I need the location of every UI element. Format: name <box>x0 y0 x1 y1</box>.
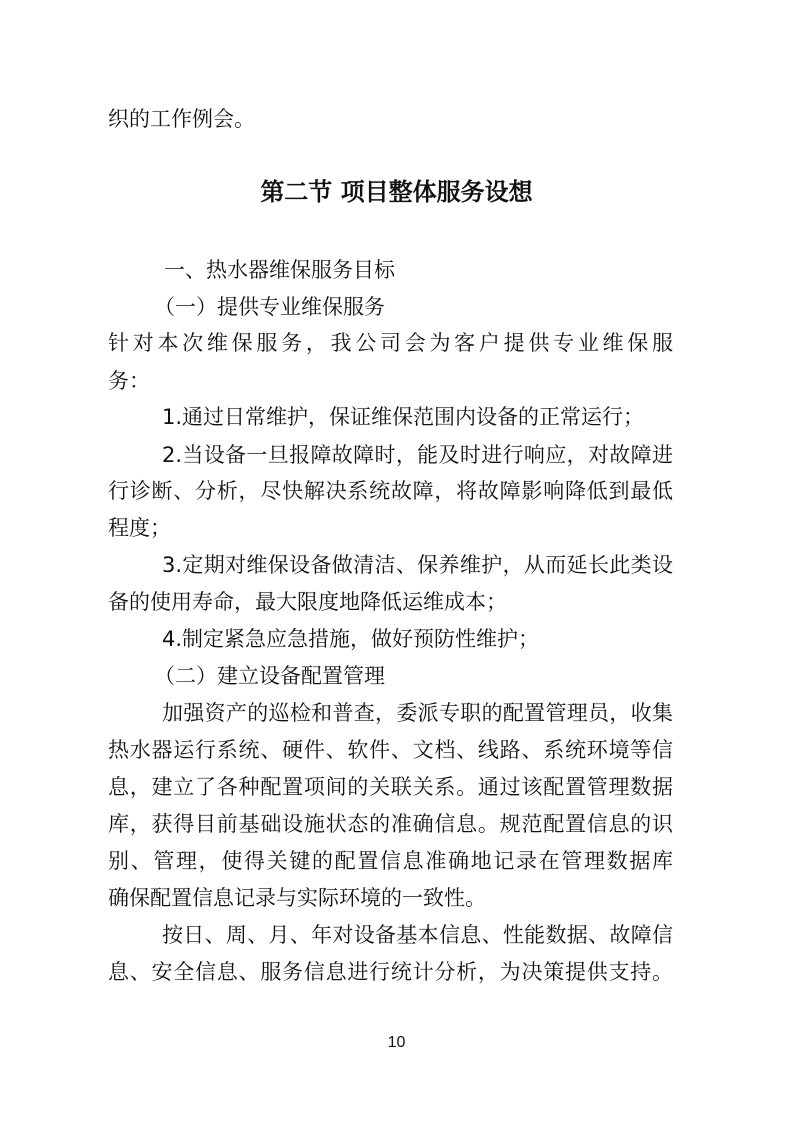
para2-line2: 热水器运行系统、硬件、软件、文档、线路、系统环境等信 <box>108 738 673 762</box>
item3-line2: 备的使用寿命，最大限度地降低运维成本； <box>108 590 507 614</box>
para2-line4: 库，获得目前基础设施状态的准确信息。规范配置信息的识 <box>108 812 673 836</box>
para1-line2: 务： <box>108 369 150 393</box>
item2-line2: 行诊断、分析，尽快解决系统故障，将故障影响降低到最低 <box>108 479 673 503</box>
subheading-2: （二）建立设备配置管理 <box>154 664 385 688</box>
item2-line3: 程度； <box>108 516 171 540</box>
page-number: 10 <box>387 1034 406 1051</box>
para2-line5: 别、管理，使得关键的配置信息准确地记录在管理数据库 <box>108 849 673 873</box>
para3-line1: 按日、周、月、年对设备基本信息、性能数据、故障信 <box>162 923 673 947</box>
para2-line1: 加强资产的巡检和普查，委派专职的配置管理员，收集 <box>162 701 673 725</box>
heading-1: 一、热水器维保服务目标 <box>164 258 395 282</box>
continuation-text: 织的工作例会。 <box>108 107 255 131</box>
para2-line6: 确保配置信息记录与实际环境的一致性。 <box>108 886 486 910</box>
item2-line1: 2.当设备一旦报障故障时，能及时进行响应，对故障进 <box>162 443 673 467</box>
para2-line3: 息，建立了各种配置项间的关联关系。通过该配置管理数据 <box>108 775 673 799</box>
item-4: 4.制定紧急应急措施，做好预防性维护； <box>162 627 540 651</box>
item-1: 1.通过日常维护，保证维保范围内设备的正常运行； <box>162 405 645 429</box>
subheading-1: （一）提供专业维保服务 <box>154 295 385 319</box>
para3-line2: 息、安全信息、服务信息进行统计分析，为决策提供支持。 <box>108 960 673 984</box>
para1-line1: 针对本次维保服务，我公司会为客户提供专业维保服 <box>108 331 673 355</box>
item3-line1: 3.定期对维保设备做清洁、保养维护，从而延长此类设 <box>162 553 673 577</box>
section-title: 第二节 项目整体服务设想 <box>260 178 533 206</box>
